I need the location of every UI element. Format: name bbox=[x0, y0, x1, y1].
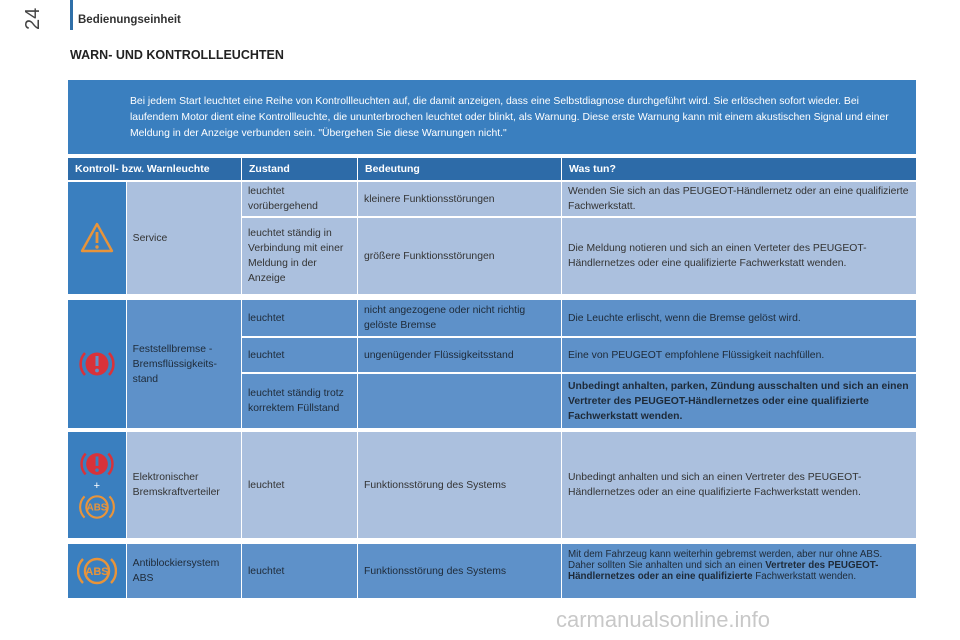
brake-warning-icon bbox=[78, 346, 116, 382]
action-cell: Eine von PEUGEOT empfohlene Flüssigkeit nachfüllen. bbox=[562, 338, 916, 372]
warning-lights-table bbox=[68, 158, 916, 598]
table-row bbox=[242, 216, 916, 294]
table-header bbox=[68, 158, 916, 180]
light-name: Feststellbremse - Bremsflüssigkeits-stand bbox=[127, 300, 242, 428]
state-cell: leuchtet bbox=[242, 432, 358, 538]
meaning-cell: Funktionsstörung des Systems bbox=[358, 432, 562, 538]
action-cell: Wenden Sie sich an das PEUGEOT-Händlernetz oder an eine qualifizierte Fachwerkstatt. bbox=[562, 182, 916, 216]
state-cell: leuchtet ständig in Verbindung mit einer Meldung in der Anzeige bbox=[242, 218, 358, 294]
meaning-cell: größere Funktionsstörungen bbox=[358, 218, 562, 294]
section-title: WARN- UND KONTROLLLEUCHTEN bbox=[70, 48, 284, 62]
svg-text:ABS: ABS bbox=[85, 566, 109, 578]
warning-triangle-icon bbox=[80, 222, 114, 254]
action-cell: Unbedingt anhalten, parken, Zündung ausschalten und sich an einen Vertreter des PEUGEOT-Händlernetzes oder eine qualifizierte Fachwerkstatt wenden. bbox=[562, 374, 916, 428]
light-name: Service bbox=[127, 182, 242, 294]
state-cell: leuchtet bbox=[242, 338, 358, 372]
icon-cell bbox=[68, 432, 127, 538]
meaning-cell: nicht angezogene oder nicht richtig gelöste Bremse bbox=[358, 300, 562, 336]
table-row bbox=[242, 432, 916, 538]
state-cell: leuchtet ständig trotz korrektem Füllstand bbox=[242, 374, 358, 428]
chapter-title: Bedienungseinheit bbox=[78, 14, 181, 26]
table-row bbox=[242, 336, 916, 372]
watermark: carmanualsonline.info bbox=[556, 607, 771, 632]
meaning-cell: Funktionsstörung des Systems bbox=[358, 544, 562, 598]
header-light: Kontroll- bzw. Warnleuchte bbox=[68, 158, 242, 180]
meaning-cell bbox=[358, 374, 562, 428]
abs-icon bbox=[77, 553, 117, 589]
intro-box bbox=[68, 80, 916, 154]
table-row bbox=[242, 372, 916, 428]
plus-sign: + bbox=[93, 480, 101, 492]
chapter-marker bbox=[70, 0, 73, 30]
action-cell: Unbedingt anhalten und sich an einen Vertreter des PEUGEOT-Händlernetzes oder an eine qualifizierte Fachwerkstatt wenden. bbox=[562, 432, 916, 538]
action-cell: Die Leuchte erlischt, wenn die Bremse gelöst wird. bbox=[562, 300, 916, 336]
header-action: Was tun? bbox=[569, 163, 616, 175]
intro-text: Bei jedem Start leuchtet eine Reihe von Kontrollleuchten auf, die damit anzeigen, dass eine Selbstdiagnose durchgeführt wird. Sie erlöschen sofort wieder. Bei laufendem Motor dient eine Kontrollleuchte, die ununterbrochen leuchtet oder blinkt, als Warnung. Diese erste Warnung kann mit einem akustischen Signal und einer Meldung in der Anzeige verbunden sein. "Übergehen Sie diese Warnungen nicht." bbox=[130, 96, 889, 139]
table-row bbox=[242, 300, 916, 336]
action-cell: Die Meldung notieren und sich an einen Verteter des PEUGEOT-Händlernetzes oder eine qualifizierte Fachwerkstatt wenden. bbox=[562, 218, 916, 294]
state-cell: leuchtet vorübergehend bbox=[242, 182, 358, 216]
header-state: Zustand bbox=[242, 158, 358, 180]
table-row bbox=[242, 182, 916, 216]
icon-cell bbox=[68, 544, 127, 598]
page-number: 24 bbox=[22, 7, 44, 30]
meaning-cell: kleinere Funktionsstörungen bbox=[358, 182, 562, 216]
icon-cell bbox=[68, 182, 127, 294]
state-cell: leuchtet bbox=[242, 544, 358, 598]
header-meaning: Bedeutung bbox=[358, 158, 562, 180]
table-row bbox=[242, 544, 916, 598]
action-cell: Mit dem Fahrzeug kann weiterhin gebremst werden, aber nur ohne ABS. Daher sollten Sie anhalten und sich an einen Vertreter des PEUGEOT-Händlernetzes oder an eine qualifizierte Fachwerkstatt wenden. bbox=[562, 544, 916, 598]
brake-warning-icon bbox=[79, 447, 115, 481]
meaning-cell: ungenügender Flüssigkeitsstand bbox=[358, 338, 562, 372]
table-group-abs bbox=[68, 544, 916, 598]
table-group-parking-brake bbox=[68, 300, 916, 428]
abs-icon bbox=[79, 491, 115, 523]
light-name: Elektronischer Bremskraftverteiler bbox=[127, 432, 242, 538]
icon-cell bbox=[68, 300, 127, 428]
state-cell: leuchtet bbox=[242, 300, 358, 336]
table-group-service bbox=[68, 182, 916, 294]
table-group-brake-distribution bbox=[68, 432, 916, 538]
light-name: Antiblockiersystem ABS bbox=[127, 544, 242, 598]
svg-text:ABS: ABS bbox=[86, 502, 108, 514]
